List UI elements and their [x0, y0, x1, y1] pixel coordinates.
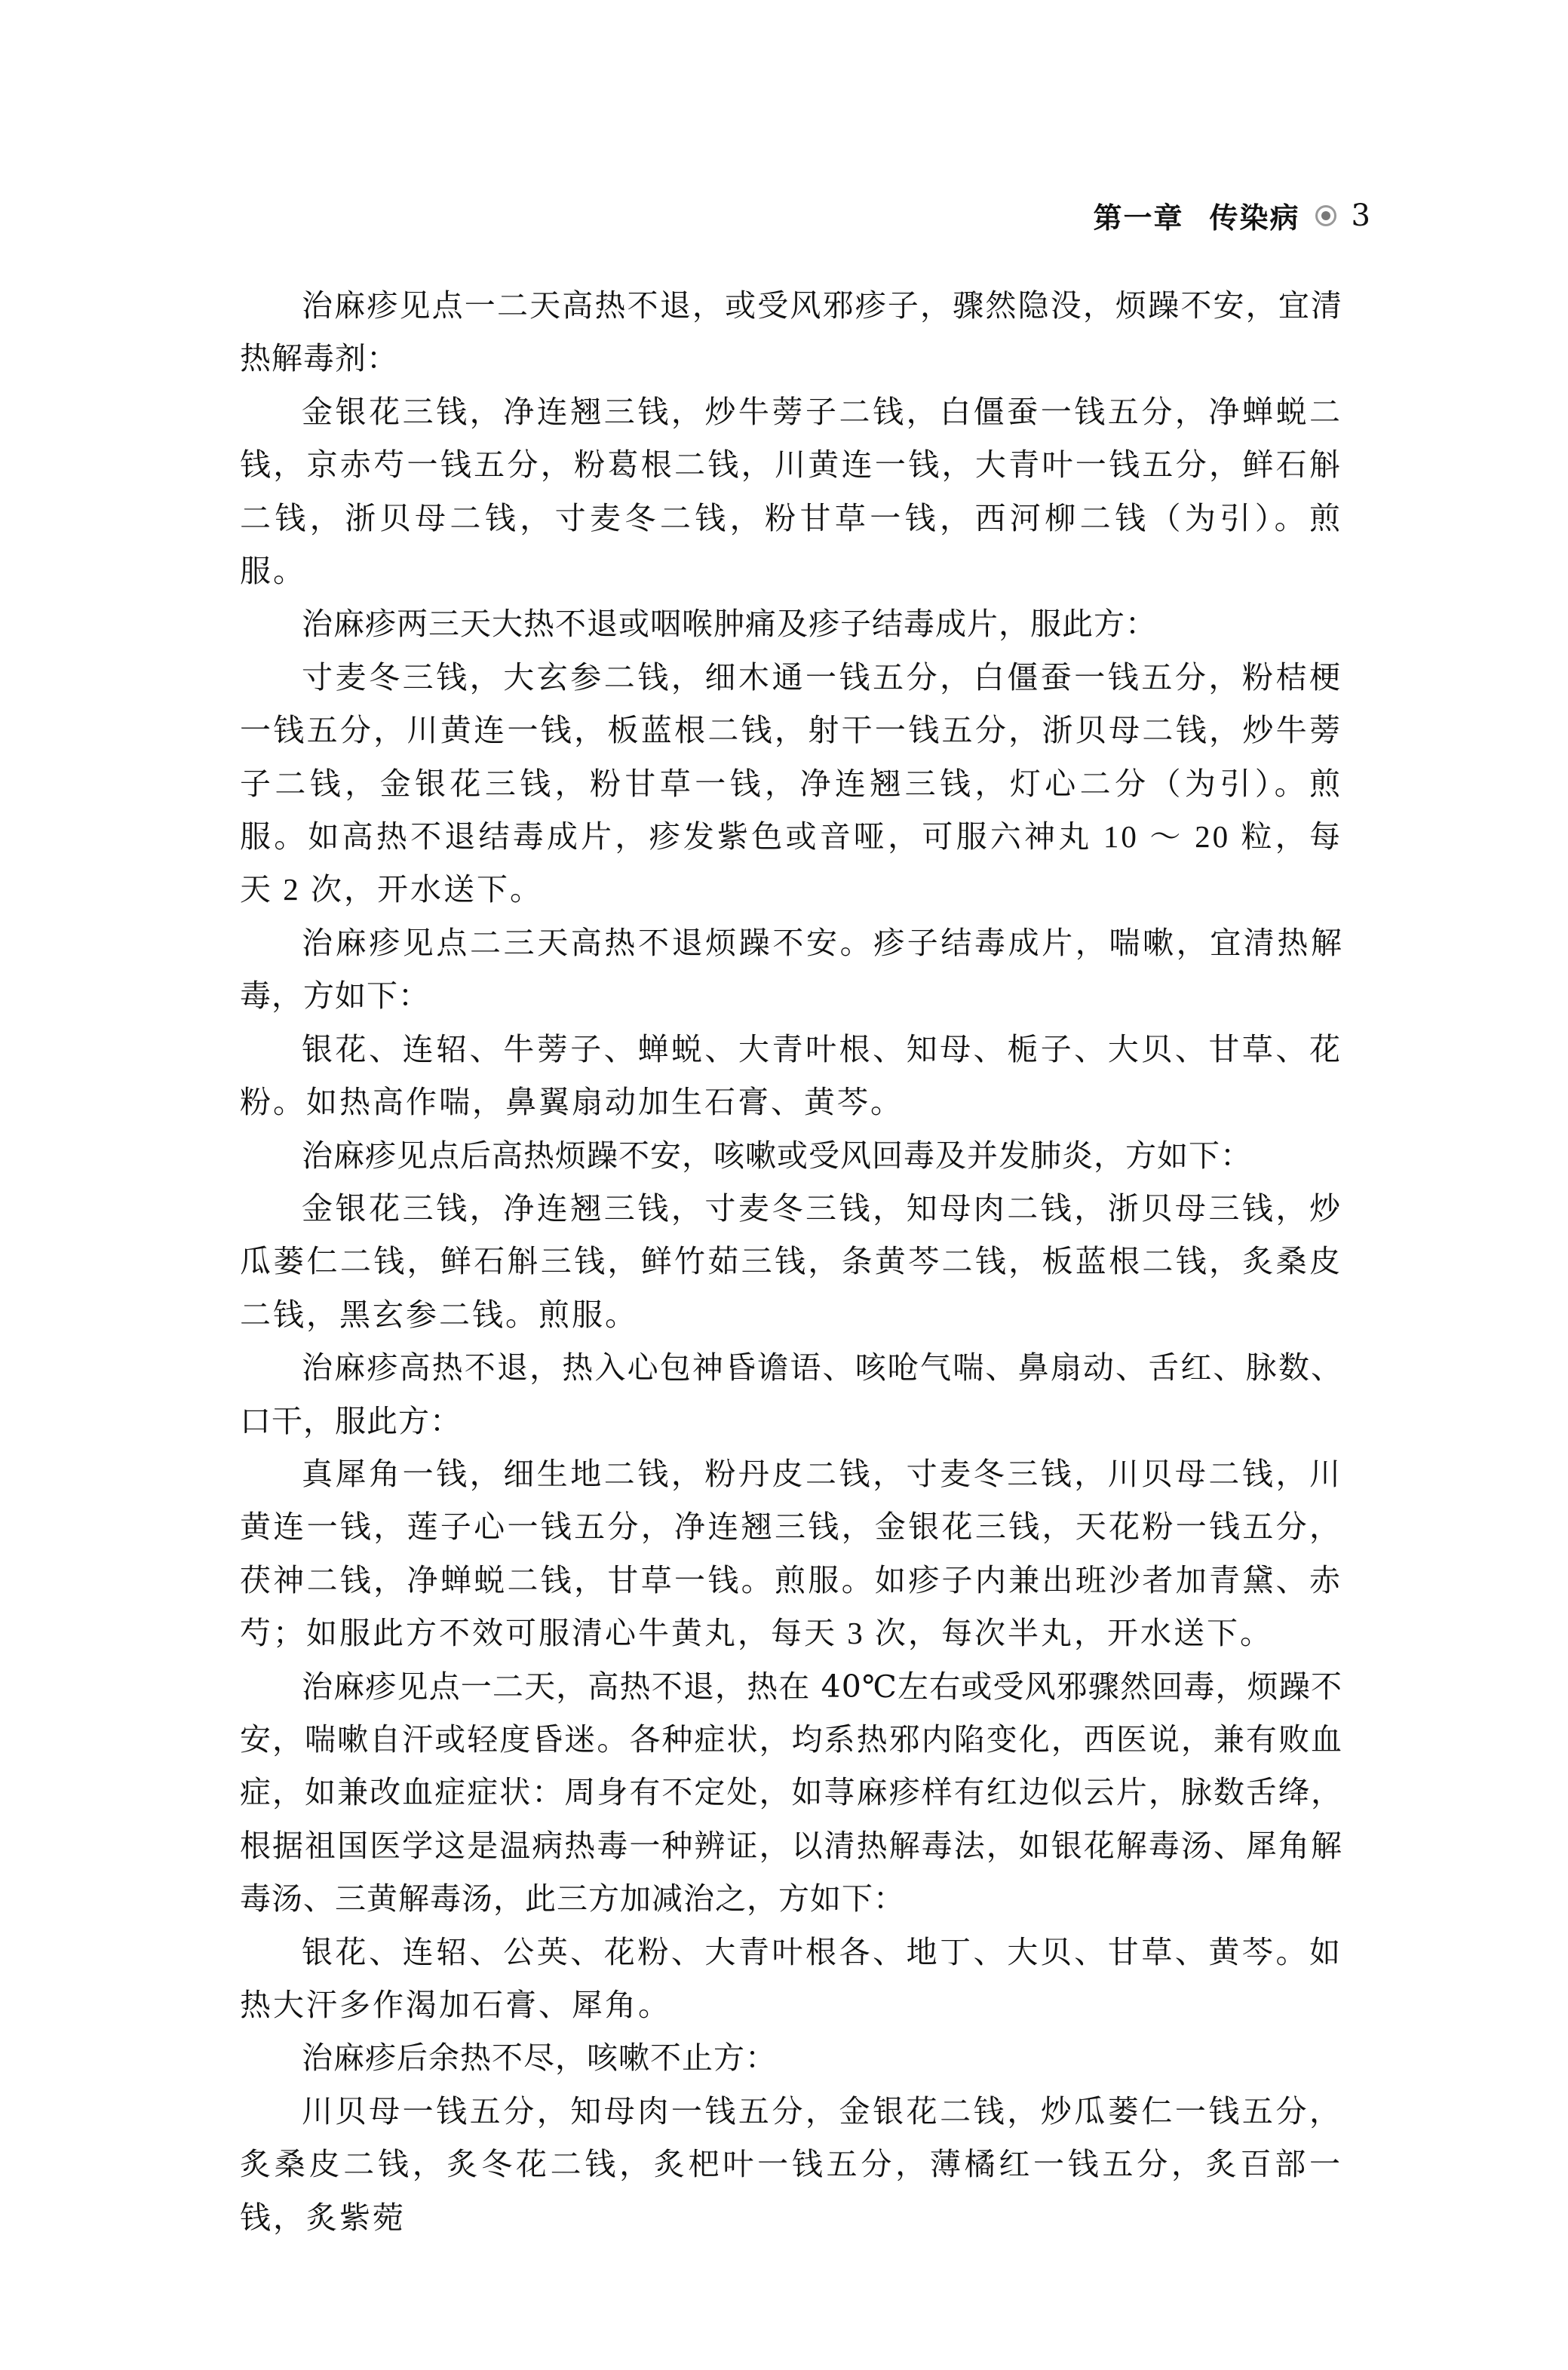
page-number: 3: [1351, 198, 1372, 233]
prescription-paragraph: 寸麦冬三钱，大玄参二钱，细木通一钱五分，白僵蚕一钱五分，粉桔梗一钱五分，川黄连一钱，板蓝根二钱，射干一钱五分，浙贝母二钱，炒牛蒡子二钱，金银花三钱，粉甘草一钱，净连翘三钱，灯心二分（为引）。煎服。如高热不退结毒成片，疹发紫色或音哑，可服六神丸 10 ～ 20 粒，每天 2 次，开水送下。: [240, 659, 1342, 907]
prescription-paragraph: 银花、连轺、牛蒡子、蝉蜕、大青叶根、知母、栀子、大贝、甘草、花粉。如热高作喘，鼻翼扇动加生石膏、黄芩。: [240, 1031, 1342, 1120]
prescription-paragraph: 金银花三钱，净连翘三钱，寸麦冬三钱，知母肉二钱，浙贝母三钱，炒瓜蒌仁二钱，鲜石斛三钱，鲜竹茹三钱，条黄芩二钱，板蓝根二钱，炙桑皮二钱，黑玄参二钱。煎服。: [240, 1190, 1342, 1332]
running-header: [1094, 195, 1372, 236]
paragraph: 治麻疹后余热不尽，咳嗽不止方：: [302, 2040, 777, 2077]
paragraph: 治麻疹见点后高热烦躁不安，咳嗽或受风回毒及并发肺炎，方如下：: [302, 1137, 1252, 1174]
paragraph: 治麻疹见点一二天，高热不退，热在 40℃左右或受风邪骤然回毒，烦躁不安，喘嗽自汗或轻度昏迷。各种症状，均系热邪内陷变化，西医说，兼有败血症，如兼改血症症状：周身有不定处，如荨麻疹样有红边似云片，脉数舌绛，根据祖国医学这是温病热毒一种辨证，以清热解毒法，如银花解毒汤、犀角解毒汤、三黄解毒汤，此三方加减治之，方如下：: [240, 1668, 1342, 1917]
prescription-paragraph: 真犀角一钱，细生地二钱，粉丹皮二钱，寸麦冬三钱，川贝母二钱，川黄连一钱，莲子心一钱五分，净连翘三钱，金银花三钱，天花粉一钱五分，茯神二钱，净蝉蜕二钱，甘草一钱。煎服。如疹子内兼出班沙者加青黛、赤芍；如服此方不效可服清心牛黄丸，每天 3 次，每次半丸，开水送下。: [240, 1456, 1342, 1651]
body-text: [240, 279, 1342, 2244]
section-title: 传染病: [1209, 201, 1300, 235]
paragraph: 治麻疹见点一二天高热不退，或受风邪疹子，骤然隐没，烦躁不安，宜清热解毒剂：: [240, 287, 1342, 377]
prescription-paragraph: 川贝母一钱五分，知母肉一钱五分，金银花二钱，炒瓜蒌仁一钱五分，炙桑皮二钱，炙冬花二钱，炙杷叶一钱五分，薄橘红一钱五分，炙百部一钱，炙紫菀: [240, 2093, 1342, 2235]
prescription-paragraph: 银花、连轺、公英、花粉、大青叶根各、地丁、大贝、甘草、黄芩。如热大汗多作渴加石膏、犀角。: [240, 1934, 1342, 2022]
prescription-paragraph: 金银花三钱，净连翘三钱，炒牛蒡子二钱，白僵蚕一钱五分，净蝉蜕二钱，京赤芍一钱五分，粉葛根二钱，川黄连一钱，大青叶一钱五分，鲜石斛二钱，浙贝母二钱，寸麦冬二钱，粉甘草一钱，西河柳二钱（为引）。煎服。: [240, 394, 1342, 589]
paragraph: 治麻疹两三天大热不退或咽喉肿痛及疹子结毒成片，服此方：: [302, 606, 1157, 643]
bullet-icon: [1315, 205, 1336, 226]
paragraph: 治麻疹高热不退，热入心包神昏谵语、咳呛气喘、鼻扇动、舌红、脉数、口干，服此方：: [240, 1349, 1342, 1439]
paragraph: 治麻疹见点二三天高热不退烦躁不安。疹子结毒成片，喘嗽，宜清热解毒，方如下：: [240, 924, 1342, 1015]
chapter-label: 第一章: [1093, 201, 1184, 235]
